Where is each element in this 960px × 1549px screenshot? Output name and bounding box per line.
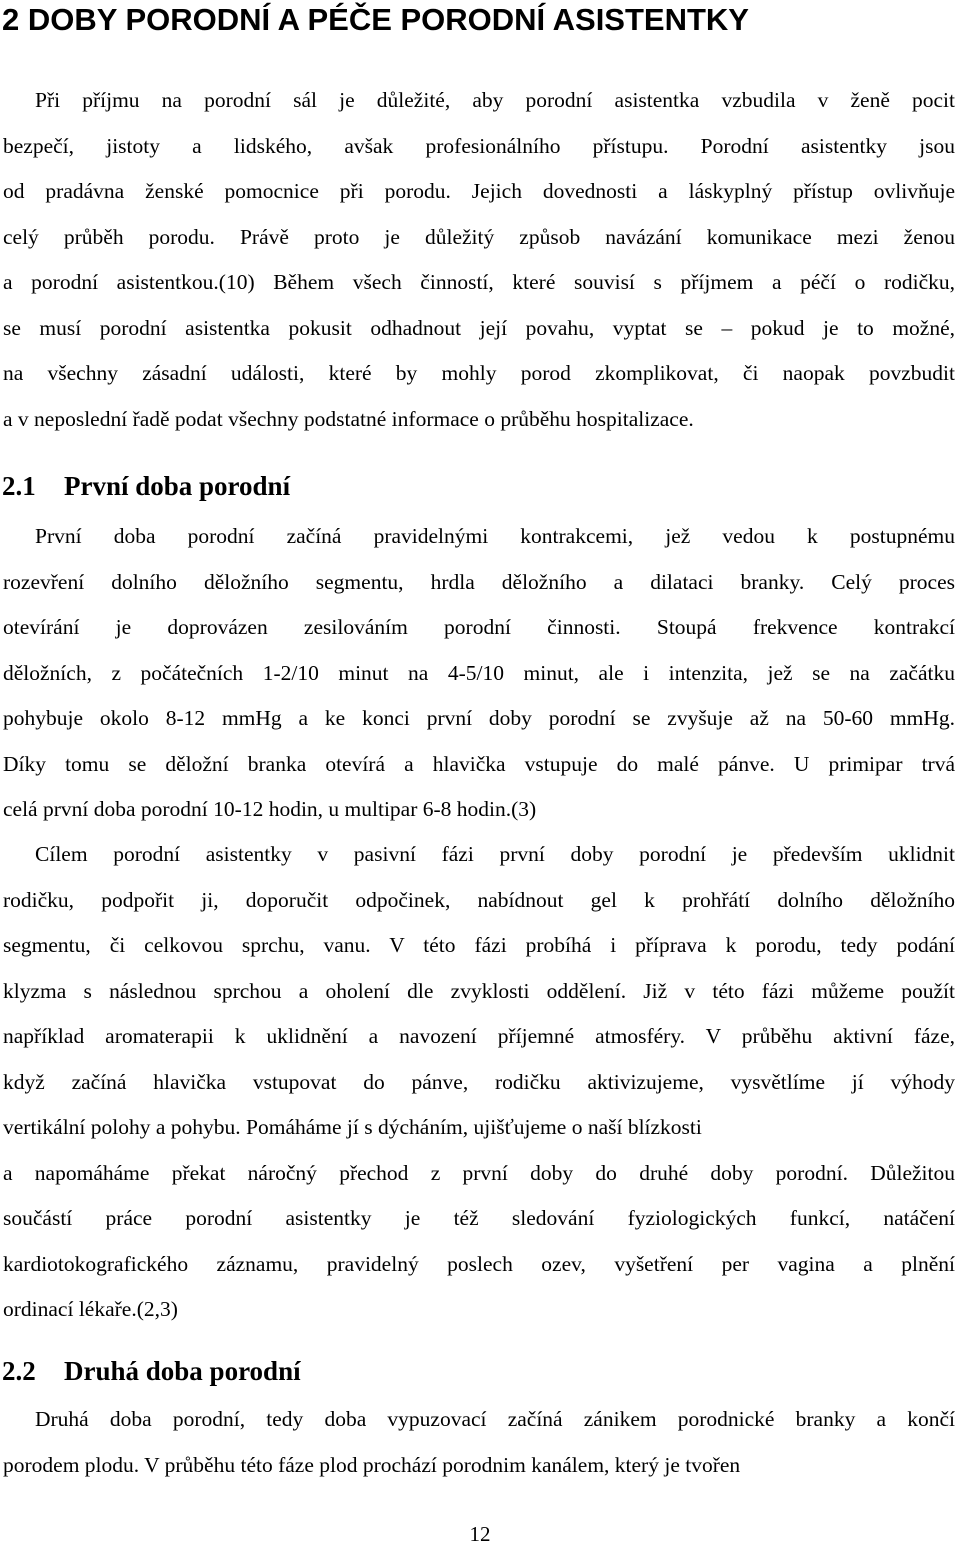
section-number: 2.2 [2, 1356, 36, 1386]
text-line: otevírání je doprovázen zesilováním porodní činnosti. Stoupá frekvence kontrakcí [3, 615, 955, 639]
text-line: Cílem porodní asistentky v pasivní fázi první doby porodní je především uklidnit [35, 842, 955, 866]
section-heading-2-1 [2, 470, 290, 502]
section-heading-2-2 [2, 1355, 301, 1387]
text-line: na všechny zásadní události, které by mohly porod zkomplikovat, či naopak povzbudit [3, 361, 955, 385]
section-number: 2.1 [2, 471, 36, 501]
text-line: vertikální polohy a pohybu. Pomáháme jí s dýcháním, ujišťujeme o naší blízkosti [3, 1115, 702, 1139]
text-line: klyzma s následnou sprchou a oholení dle zvyklosti oddělení. Již v této fázi můžeme použít [3, 978, 955, 1003]
section-2-1-paragraph-1 [3, 514, 955, 833]
section-2-2-paragraph-1 [3, 1397, 955, 1488]
text-line: a v neposlední řadě podat všechny podstatné informace o průběhu hospitalizace. [3, 406, 694, 431]
text-line: pohybuje okolo 8-12 mmHg a ke konci první doby porodní se zvyšuje až na 50-60 mmHg. [3, 706, 955, 730]
text-line: segmentu, či celkovou sprchu, vanu. V této fázi probíhá i příprava k porodu, tedy podání [3, 933, 955, 957]
text-line: bezpečí, jistoty a lidského, avšak profesionálního přístupu. Porodní asistentky jsou [3, 133, 955, 158]
intro-paragraph [3, 78, 955, 442]
section-2-1-paragraph-2 [3, 832, 955, 1333]
text-line: kardiotokografického záznamu, pravidelný poslech ozev, vyšetření per vagina a plnění [3, 1251, 955, 1276]
text-line: součástí práce porodní asistentky je též sledování fyziologických funkcí, natáčení [3, 1206, 955, 1230]
text-line: se musí porodní asistentka pokusit odhadnout její povahu, vyptat se – pokud je to možné, [3, 315, 955, 340]
text-line: a napomáháme překat náročný přechod z první doby do druhé doby porodní. Důležitou [3, 1160, 955, 1185]
chapter-heading: 2 DOBY PORODNÍ A PÉČE PORODNÍ ASISTENTKY [2, 2, 749, 37]
text-line: První doba porodní začíná pravidelnými kontrakcemi, jež vedou k postupnému [35, 524, 955, 548]
text-line: když začíná hlavička vstupovat do pánve, rodičku aktivizujeme, vysvětlíme jí výhody [3, 1069, 955, 1094]
page-number: 12 [469, 1522, 491, 1546]
text-line: děložních, z počátečních 1-2/10 minut na 4-5/10 minut, ale i intenzita, jež se na začátku [3, 660, 955, 685]
text-line: Při příjmu na porodní sál je důležité, aby porodní asistentka vzbudila v ženě pocit [35, 88, 955, 112]
text-line: celá první doba porodní 10-12 hodin, u multipar 6-8 hodin.(3) [3, 797, 537, 821]
text-line: ordinací lékaře.(2,3) [3, 1297, 178, 1321]
text-line: rozevření dolního děložního segmentu, hrdla děložního a dilataci branky. Celý proces [3, 569, 955, 594]
section-title: Druhá doba porodní [64, 1356, 301, 1386]
text-line: rodičku, podpořit ji, doporučit odpočinek, nabídnout gel k prohřátí dolního děložního [3, 887, 955, 912]
text-line: a porodní asistentkou.(10) Během všech činností, které souvisí s příjmem a péčí o rodičku, [3, 270, 955, 294]
text-line: například aromaterapii k uklidnění a navození příjemné atmosféry. V průběhu aktivní fáze, [3, 1024, 955, 1048]
text-line: od pradávna ženské pomocnice při porodu. Jejich dovednosti a láskyplný přístup ovlivňuje [3, 179, 955, 203]
section-title: První doba porodní [64, 471, 291, 501]
text-line: Díky tomu se děložní branka otevírá a hlavička vstupuje do malé pánve. U primipar trvá [3, 751, 955, 776]
text-line: celý průběh porodu. Právě proto je důležitý způsob navázání komunikace mezi ženou [3, 224, 955, 249]
text-line: Druhá doba porodní, tedy doba vypuzovací začíná zánikem porodnické branky a končí [35, 1407, 955, 1431]
text-line: porodem plodu. V průběhu této fáze plod prochází porodnim kanálem, který je tvořen [3, 1452, 741, 1477]
